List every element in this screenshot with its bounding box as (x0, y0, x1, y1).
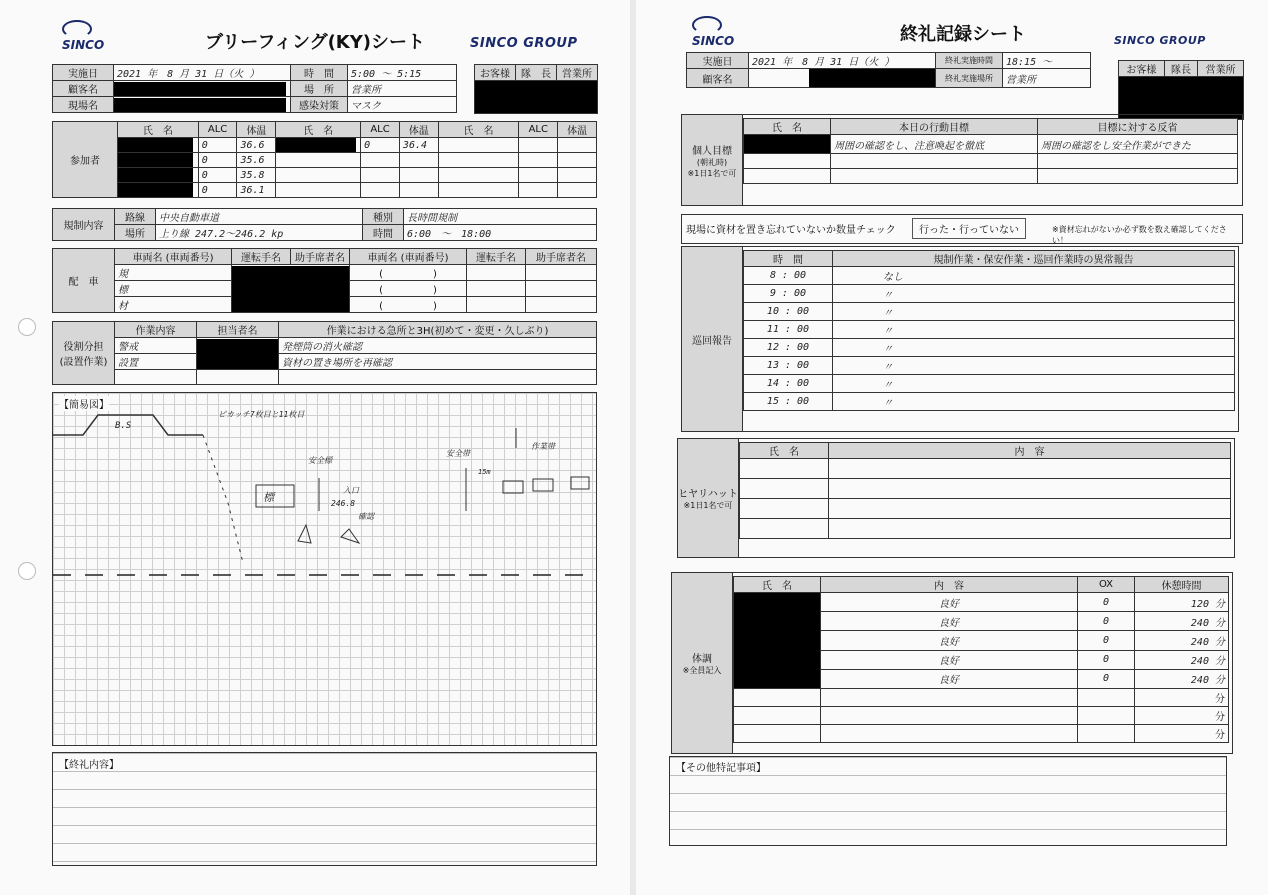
stamp-leader: 隊長 (1164, 61, 1197, 77)
col-assistant: 助手席者名 (291, 249, 350, 265)
alc-value: 0 (198, 183, 237, 198)
material-check-note: ※資材忘れがないか必ず数を数え確認してください！ (1052, 225, 1227, 245)
group-logo: SINCO GROUP (470, 36, 578, 51)
temp-value: 36.4 (399, 138, 438, 153)
role-work: 設置 (115, 354, 197, 370)
type-label: 種別 (363, 209, 404, 225)
closing-label: 【終礼内容】 (59, 756, 119, 771)
health-content: 良好 (821, 612, 1078, 631)
stamp-leader: 隊 長 (516, 65, 557, 81)
patrol-time: 13 : 00 (744, 357, 833, 375)
redaction (118, 168, 193, 182)
sketch-note: ピカッチ7枚目と11枚目 (218, 410, 305, 419)
col-name: 氏 名 (740, 443, 829, 459)
patrol-report: 〃 (833, 339, 1235, 357)
unit-label: 分 (1215, 598, 1225, 610)
vehicle-row: 規 (115, 265, 232, 281)
temp-value: 35.6 (237, 153, 276, 168)
punch-hole (18, 562, 36, 580)
participants-table (52, 121, 597, 198)
health-ox: 0 (1078, 593, 1135, 612)
unit-label: 分 (1215, 617, 1225, 629)
closing-header-table (686, 52, 1091, 88)
closing-box (52, 752, 597, 866)
client-label: 顧客名 (687, 69, 749, 88)
sketch-bs: B.S (115, 421, 132, 431)
sketch-kp: 246.8 (331, 499, 356, 508)
site-label: 現場名 (53, 97, 114, 113)
col-temp: 体温 (558, 122, 597, 138)
date-label: 実施日 (687, 53, 749, 69)
goals-label-cell (682, 115, 743, 205)
time-value: 5:00 〜 5:15 (348, 65, 457, 81)
route-value: 中央自動車道 (156, 209, 363, 225)
col-ox: OX (1078, 577, 1135, 593)
group-logo: SINCO GROUP (1114, 34, 1206, 47)
col-goal: 本日の行動目標 (831, 119, 1038, 135)
sketch-sagyou: 作業帯 (531, 442, 555, 451)
health-ox: 0 (1078, 669, 1135, 688)
health-content: 良好 (821, 650, 1078, 669)
alc-value: 0 (198, 153, 237, 168)
patrol-report: 〃 (833, 357, 1235, 375)
place-value: 上り線 247.2〜246.2 kp (156, 225, 363, 241)
health-rest: 240 (1190, 675, 1209, 687)
patrol-box (681, 246, 1239, 432)
end-time-label: 終礼実施時間 (936, 53, 1003, 69)
patrol-report: 〃 (833, 303, 1235, 321)
end-place-label: 終礼実施場所 (936, 69, 1003, 88)
col-points: 作業における急所と3H(初めて・変更・久しぶり) (279, 322, 597, 338)
col-vehicle: 車両名 (車両番号) (350, 249, 467, 265)
patrol-time: 8 : 00 (744, 267, 833, 285)
patrol-report: 〃 (833, 321, 1235, 339)
health-rest: 240 (1190, 636, 1209, 648)
roles-label: 役割分担 (設置作業) (53, 322, 115, 385)
type-value: 長時間規制 (404, 209, 597, 225)
patrol-report: なし (833, 267, 1235, 285)
participants-label: 参加者 (53, 122, 118, 198)
redaction (744, 135, 830, 153)
col-name: 氏 名 (117, 122, 198, 138)
health-rest: 120 (1190, 598, 1209, 610)
patrol-time: 10 : 00 (744, 303, 833, 321)
logo-swoosh-icon (692, 16, 722, 34)
unit-label: 分 (1215, 656, 1225, 668)
hiyari-note: ※1日1名で可 (683, 501, 733, 510)
temp-value: 36.1 (237, 183, 276, 198)
col-rest: 休憩時間 (1135, 577, 1229, 593)
col-alc: ALC (361, 122, 400, 138)
date-value: 2021 年 8 月 31 日（火 ） (749, 53, 936, 69)
hiyari-label-cell (678, 439, 739, 557)
patrol-time: 12 : 00 (744, 339, 833, 357)
redaction (118, 153, 193, 167)
material-check-box (681, 214, 1243, 244)
goals-label: 個人目標 (692, 145, 732, 157)
stamp-table (474, 64, 598, 114)
sketch-dist: 15m (478, 468, 491, 476)
col-alc: ALC (198, 122, 237, 138)
goals-box (681, 114, 1243, 206)
end-time-value: 18:15 〜 (1003, 53, 1091, 69)
sketch-area (52, 392, 597, 746)
infection-value: マスク (348, 97, 457, 113)
date-value: 2021 年 8 月 31 日（火 ） (114, 65, 291, 81)
temp-value: 35.8 (237, 168, 276, 183)
col-driver: 運転手名 (467, 249, 526, 265)
sketch-anzen: 安全標 (308, 456, 332, 465)
col-name: 氏 名 (276, 122, 361, 138)
health-content: 良好 (821, 669, 1078, 688)
sketch-hyo: 標 (263, 491, 274, 504)
stamp-client: お客様 (475, 65, 516, 81)
unit-label: 分 (1215, 636, 1225, 648)
patrol-time: 14 : 00 (744, 375, 833, 393)
alc-value: 0 (198, 138, 237, 153)
punch-hole (18, 318, 36, 336)
sketch-kakunin: 確認 (358, 512, 374, 521)
col-time: 時 間 (744, 251, 833, 267)
health-rest: 240 (1190, 617, 1209, 629)
hiyari-box (677, 438, 1235, 558)
health-ox: 0 (1078, 631, 1135, 650)
vehicle-paren: ( ) (350, 281, 467, 297)
role-point: 発煙筒の消火確認 (279, 338, 597, 354)
infection-label: 感染対策 (291, 97, 348, 113)
sketch-anzen2: 安全帯 (446, 449, 470, 458)
patrol-time: 11 : 00 (744, 321, 833, 339)
stamp-office: 営業所 (557, 65, 598, 81)
reflect-value: 周囲の確認をし安全作業ができた (1038, 135, 1238, 154)
stamp-client: お客様 (1119, 61, 1165, 77)
col-temp: 体温 (399, 122, 438, 138)
patrol-table (743, 250, 1235, 411)
col-name: 氏 名 (744, 119, 831, 135)
role-point: 資材の置き場所を再確認 (279, 354, 597, 370)
goals-table (743, 118, 1238, 184)
col-vehicle: 車両名 (車両番号) (115, 249, 232, 265)
time-label: 時間 (363, 225, 404, 241)
patrol-time: 9 : 00 (744, 285, 833, 303)
redaction (276, 138, 356, 152)
role-work: 警戒 (115, 338, 197, 354)
health-ox: 0 (1078, 612, 1135, 631)
patrol-report: 〃 (833, 375, 1235, 393)
redaction (118, 138, 193, 152)
col-report: 規制作業・保安作業・巡回作業時の異常報告 (833, 251, 1235, 267)
regulation-label: 規制内容 (53, 209, 115, 241)
health-content: 良好 (821, 593, 1078, 612)
col-name: 氏 名 (734, 577, 821, 593)
briefing-title: ブリーフィング(KY)シート (205, 32, 426, 53)
regulation-table (52, 208, 597, 241)
time-value: 6:00 〜 18:00 (404, 225, 597, 241)
closing-record-sheet (636, 0, 1268, 895)
goals-sub: (朝礼時) (696, 157, 728, 167)
unit-label: 分 (1135, 689, 1229, 707)
unit-label: 分 (1135, 725, 1229, 743)
unit-label: 分 (1135, 707, 1229, 725)
col-assistant: 助手席者名 (526, 249, 597, 265)
redaction (197, 339, 278, 369)
redaction (809, 69, 935, 87)
health-note: ※全員記入 (682, 666, 722, 675)
logo-swoosh-icon (62, 20, 92, 38)
stamp-table (1118, 60, 1244, 120)
hiyari-label: ヒヤリハット (678, 489, 738, 500)
vehicle-paren: ( ) (350, 297, 467, 313)
temp-value: 36.6 (237, 138, 276, 153)
place-label: 場所 (115, 225, 156, 241)
col-name: 氏 名 (438, 122, 519, 138)
place-value: 営業所 (348, 81, 457, 97)
col-content: 内 容 (829, 443, 1231, 459)
roles-table (52, 321, 597, 385)
redaction (118, 183, 193, 197)
briefing-sheet (0, 0, 630, 895)
vehicles-label: 配 車 (53, 249, 115, 313)
redaction (232, 266, 349, 312)
redaction (114, 82, 287, 96)
material-check-value[interactable]: 行った・行っていない (912, 218, 1026, 239)
health-table (733, 576, 1229, 743)
vehicle-paren: ( ) (350, 265, 467, 281)
col-content: 内 容 (821, 577, 1078, 593)
sinco-logo: SINCO (62, 20, 104, 52)
redaction (1119, 77, 1243, 119)
health-label-cell (672, 573, 733, 753)
sketch-iriguchi: 入口 (343, 486, 359, 495)
health-label: 体調 (692, 654, 712, 665)
col-temp: 体温 (237, 122, 276, 138)
hiyari-table (739, 442, 1231, 539)
date-label: 実施日 (53, 65, 114, 81)
redaction (475, 81, 597, 113)
stamp-office: 営業所 (1198, 61, 1244, 77)
health-content: 良好 (821, 631, 1078, 650)
patrol-label: 巡回報告 (682, 247, 743, 431)
unit-label: 分 (1215, 675, 1225, 687)
col-person: 担当者名 (197, 322, 279, 338)
col-reflect: 目標に対する反省 (1038, 119, 1238, 135)
client-label: 顧客名 (53, 81, 114, 97)
vehicle-row: 材 (115, 297, 232, 313)
other-notes-box (669, 756, 1227, 846)
health-ox: 0 (1078, 650, 1135, 669)
col-driver: 運転手名 (232, 249, 291, 265)
material-check-label: 現場に資材を置き忘れていないか数量チェック (686, 225, 896, 236)
goal-value: 周囲の確認をし、注意喚起を徹底 (831, 135, 1038, 154)
other-label: 【その他特記事項】 (676, 759, 766, 774)
col-work: 作業内容 (115, 322, 197, 338)
col-alc: ALC (519, 122, 558, 138)
vehicle-row: 標 (115, 281, 232, 297)
redaction (114, 98, 287, 112)
patrol-report: 〃 (833, 285, 1235, 303)
health-box (671, 572, 1233, 754)
briefing-header-table (52, 64, 457, 113)
time-label: 時 間 (291, 65, 348, 81)
redaction (734, 593, 820, 688)
vehicles-table (52, 248, 597, 313)
sinco-logo: SINCO (692, 16, 734, 48)
route-label: 路線 (115, 209, 156, 225)
closing-title: 終礼記録シート (900, 24, 1026, 45)
patrol-report: 〃 (833, 393, 1235, 411)
alc-value: 0 (361, 138, 400, 153)
health-rest: 240 (1190, 656, 1209, 668)
goals-note: ※1日1名で可 (687, 168, 737, 178)
end-place-value: 営業所 (1003, 69, 1091, 88)
patrol-time: 15 : 00 (744, 393, 833, 411)
sketch-label: 【簡易図】 (59, 396, 109, 411)
place-label: 場 所 (291, 81, 348, 97)
sketch-drawing (53, 393, 596, 745)
alc-value: 0 (198, 168, 237, 183)
